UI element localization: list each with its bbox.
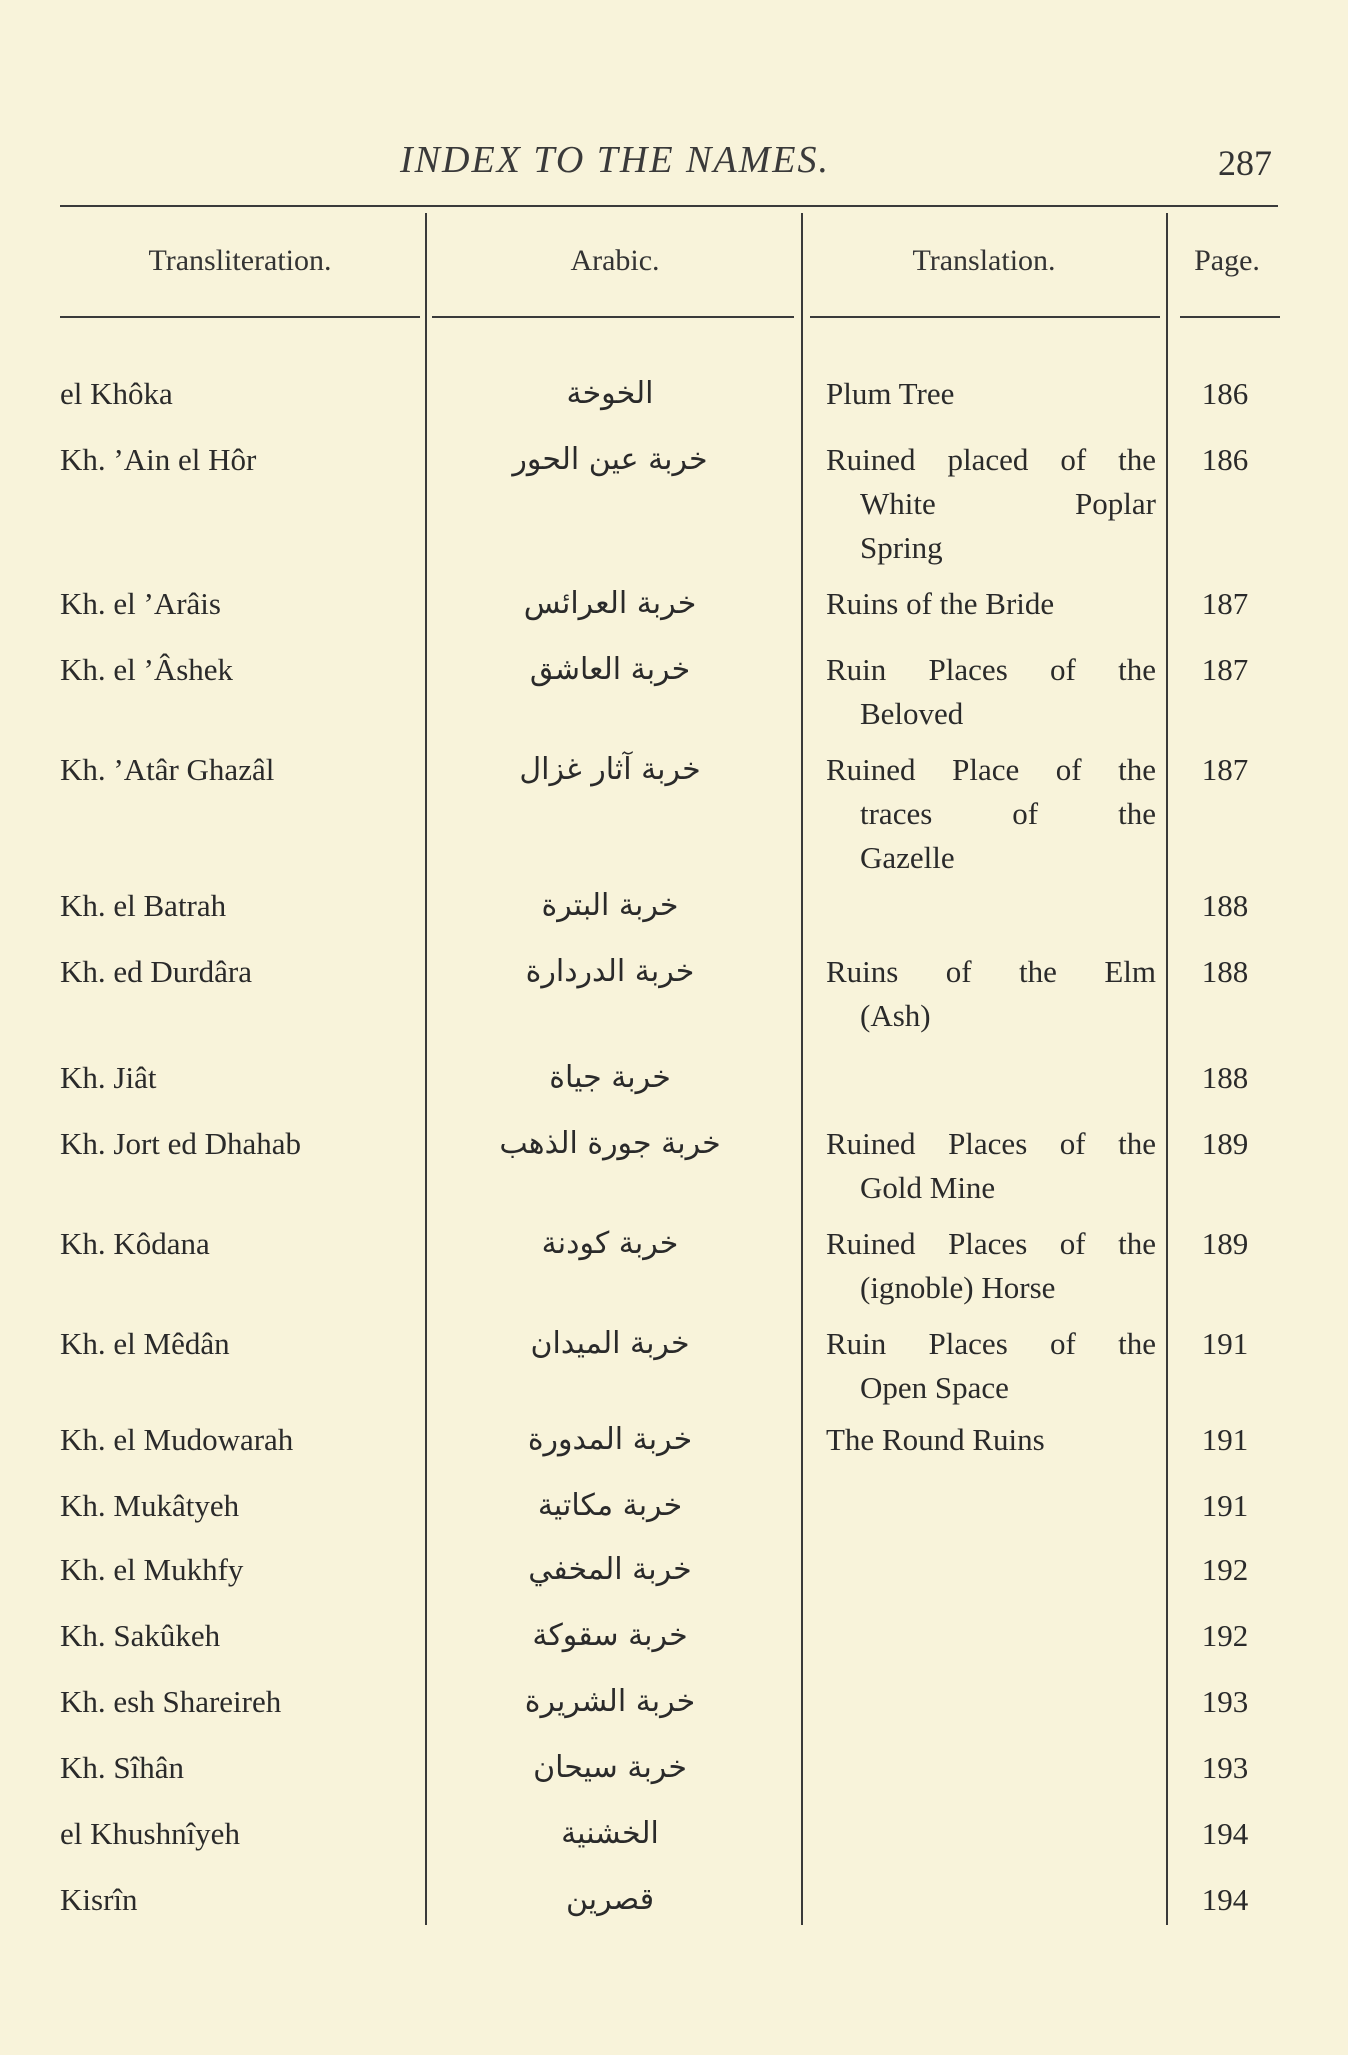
transliteration-cell: Kh. Kôdana xyxy=(60,1226,210,1261)
page-cell: 186 xyxy=(1201,376,1249,411)
translation-cell xyxy=(826,1222,1156,1310)
translation-line: Open Space xyxy=(860,1370,1009,1405)
translation-line: Gazelle xyxy=(860,840,955,875)
header-underline xyxy=(810,316,1160,318)
transliteration-cell: Kisrîn xyxy=(60,1882,138,1917)
page-cell: 192 xyxy=(1201,1618,1249,1653)
translation-cell xyxy=(826,1418,1156,1462)
translation-line: Spring xyxy=(860,530,943,565)
arabic-cell: الخوخة xyxy=(566,376,654,411)
arabic-cell: خربة العرائس xyxy=(523,586,697,621)
column-divider xyxy=(425,213,427,1925)
arabic-cell: خربة عين الحور xyxy=(512,442,708,477)
page-cell: 193 xyxy=(1201,1750,1249,1785)
translation-line: Ruined Places of the xyxy=(826,1126,1156,1161)
translation-cell xyxy=(826,950,1156,1038)
page-cell: 191 xyxy=(1201,1488,1249,1523)
header-underline xyxy=(432,316,794,318)
transliteration-cell: Kh. el Batrah xyxy=(60,888,227,923)
transliteration-cell: Kh. Sîhân xyxy=(60,1750,184,1785)
page-cell: 187 xyxy=(1201,586,1249,621)
translation-line: Plum Tree xyxy=(826,376,955,411)
transliteration-cell: Kh. el Mukhfy xyxy=(60,1552,244,1587)
translation-line: (ignoble) Horse xyxy=(860,1270,1056,1305)
transliteration-cell: Kh. el ’Arâis xyxy=(60,586,221,621)
header-underline xyxy=(1180,316,1280,318)
page-cell: 188 xyxy=(1201,954,1249,989)
arabic-cell: خربة سيحان xyxy=(533,1750,687,1785)
column-header-arabic: Arabic. xyxy=(570,244,660,277)
page-cell: 189 xyxy=(1201,1226,1249,1261)
translation-line: Beloved xyxy=(860,696,964,731)
translation-line: Ruin Places of the xyxy=(826,652,1156,687)
transliteration-cell: Kh. el Mudowarah xyxy=(60,1422,294,1457)
transliteration-cell: Kh. ’Atâr Ghazâl xyxy=(60,752,275,787)
transliteration-cell: el Khushnîyeh xyxy=(60,1816,240,1851)
arabic-cell: خربة جياة xyxy=(549,1060,671,1095)
arabic-cell: خربة الشريرة xyxy=(524,1684,696,1719)
arabic-cell: خربة آثار غزال xyxy=(519,752,701,787)
transliteration-cell: Kh. Mukâtyeh xyxy=(60,1488,240,1523)
translation-cell xyxy=(826,1122,1156,1210)
translation-line: Gold Mine xyxy=(860,1170,996,1205)
arabic-cell: خربة الميدان xyxy=(530,1326,690,1361)
arabic-cell: الخشنية xyxy=(561,1816,659,1851)
translation-cell xyxy=(826,582,1156,626)
page-cell: 186 xyxy=(1201,442,1249,477)
translation-line: Ruined Places of the xyxy=(826,1226,1156,1261)
arabic-cell: خربة المدورة xyxy=(527,1422,693,1457)
transliteration-cell: Kh. esh Shareireh xyxy=(60,1684,282,1719)
arabic-cell: خربة المخفي xyxy=(528,1552,692,1587)
arabic-cell: قصرين xyxy=(565,1882,655,1917)
page-cell: 192 xyxy=(1201,1552,1249,1587)
page-cell: 188 xyxy=(1201,1060,1249,1095)
translation-cell xyxy=(826,438,1156,570)
page-cell: 191 xyxy=(1201,1326,1249,1361)
column-header-page: Page. xyxy=(1194,244,1260,277)
page-cell: 187 xyxy=(1201,752,1249,787)
arabic-cell: خربة الدردارة xyxy=(525,954,695,989)
page-cell: 189 xyxy=(1201,1126,1249,1161)
translation-cell xyxy=(826,372,1156,416)
arabic-cell: خربة البترة xyxy=(541,888,679,923)
arabic-cell: خربة العاشق xyxy=(529,652,691,687)
top-rule xyxy=(60,205,1278,207)
arabic-cell: خربة سقوكة xyxy=(532,1618,688,1653)
arabic-cell: خربة جورة الذهب xyxy=(499,1126,721,1161)
translation-cell xyxy=(826,1322,1156,1410)
column-divider xyxy=(1166,213,1168,1925)
translation-line: The Round Ruins xyxy=(826,1422,1045,1457)
page-header xyxy=(0,138,1348,188)
column-header-translation: Translation. xyxy=(912,244,1056,277)
transliteration-cell: Kh. el Mêdân xyxy=(60,1326,230,1361)
arabic-cell: خربة مكاتية xyxy=(537,1488,683,1523)
translation-line: (Ash) xyxy=(860,998,931,1033)
transliteration-cell: Kh. ed Durdâra xyxy=(60,954,252,989)
column-divider xyxy=(801,213,803,1925)
translation-line: White Poplar xyxy=(860,486,1156,521)
transliteration-cell: Kh. Sakûkeh xyxy=(60,1618,221,1653)
page-number: 287 xyxy=(1218,143,1272,183)
header-underline xyxy=(60,316,420,318)
arabic-cell: خربة كودنة xyxy=(541,1226,679,1261)
transliteration-cell: Kh. Jort ed Dhahab xyxy=(60,1126,302,1161)
translation-line: Ruins of the Elm xyxy=(826,954,1156,989)
translation-line: traces of the xyxy=(860,796,1156,831)
page-cell: 194 xyxy=(1201,1816,1249,1851)
page-cell: 187 xyxy=(1201,652,1249,687)
page-cell: 191 xyxy=(1201,1422,1249,1457)
running-title: INDEX TO THE NAMES. xyxy=(400,139,830,181)
column-header-transliteration: Transliteration. xyxy=(148,244,332,277)
translation-cell xyxy=(826,748,1156,880)
translation-line: Ruin Places of the xyxy=(826,1326,1156,1361)
transliteration-cell: Kh. el ’Âshek xyxy=(60,652,234,687)
transliteration-cell: Kh. ’Ain el Hôr xyxy=(60,442,257,477)
translation-line: Ruined Place of the xyxy=(826,752,1156,787)
page-cell: 194 xyxy=(1201,1882,1249,1917)
translation-line: Ruins of the Bride xyxy=(826,586,1055,621)
page-cell: 188 xyxy=(1201,888,1249,923)
translation-cell xyxy=(826,648,1156,736)
transliteration-cell: Kh. Jiât xyxy=(60,1060,157,1095)
translation-line: Ruined placed of the xyxy=(826,442,1156,477)
transliteration-cell: el Khôka xyxy=(60,376,173,411)
page-cell: 193 xyxy=(1201,1684,1249,1719)
